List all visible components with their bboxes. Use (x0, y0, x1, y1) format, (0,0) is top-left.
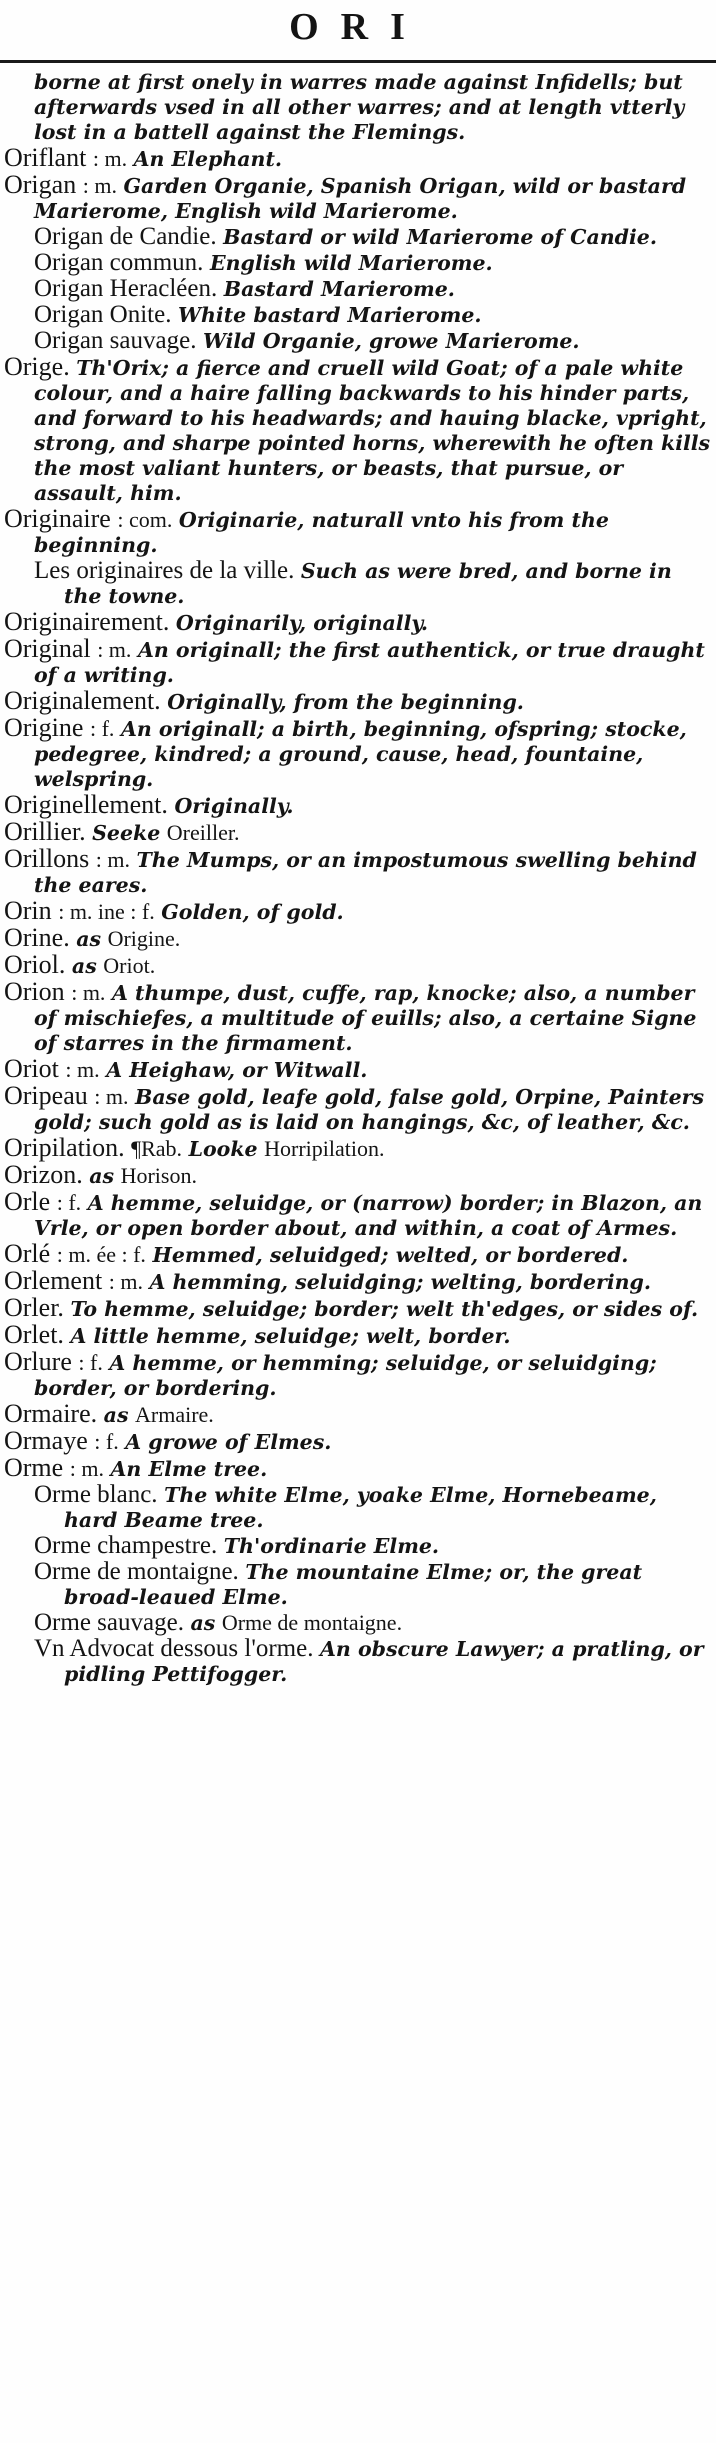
definition: Th'ordinarie Elme. (223, 1534, 440, 1558)
headword: Originairement. (4, 607, 170, 636)
definition: The mountaine Elme; or, the great broad-leaued Elme. (64, 1560, 643, 1609)
grammar-label: : m. ine : f. (58, 899, 155, 924)
sub-entry (4, 250, 712, 276)
cross-reference: Armaire. (135, 1402, 214, 1427)
sub-entry (4, 328, 712, 354)
dictionary-entry (4, 1189, 712, 1241)
definition: Th'Orix; a fierce and cruell wild Goat; of a pale white colour, and a haire falling backwards to his hinder parts, and forward to his headwards; and hauing blacke, vpright, strong, and sharpe pointed horns, wherewith he often kills the most valiant hunters, or beasts, that pursue, or assault, him. (34, 356, 711, 505)
definition: as (103, 1403, 129, 1427)
grammar-label: : f. (78, 1350, 103, 1375)
definition: English wild Marierome. (209, 251, 493, 275)
headword: Origan Onite. (34, 301, 172, 328)
definition: A hemme, or hemming; seluidge, or seluidging; border, or bordering. (34, 1351, 657, 1400)
dictionary-entry (4, 506, 712, 558)
headword: Originaire (4, 504, 111, 533)
headword: Ormaye (4, 1426, 88, 1455)
headword: Originalement. (4, 686, 161, 715)
headword: Orme sauvage. (34, 1609, 184, 1636)
headword: Oripeau (4, 1081, 88, 1110)
grammar-label: : m. (92, 146, 128, 171)
definition: A hemming, seluidging; welting, bordering. (149, 1270, 652, 1294)
headword: Original (4, 634, 91, 663)
grammar-label: : m. (108, 1269, 143, 1294)
dictionary-entry (4, 1428, 712, 1455)
definition: An originall; a birth, beginning, ofspring; stocke, pedegree, kindred; a ground, cause, head, fountaine, welspring. (34, 717, 687, 791)
headword: Les originaires de la ville. (34, 557, 295, 584)
definition: as (190, 1611, 216, 1635)
grammar-label: : com. (117, 507, 173, 532)
headword: Orige. (4, 352, 70, 381)
grammar-label: : f. (89, 716, 115, 741)
header-rule (0, 60, 716, 63)
headword: Oriot (4, 1054, 59, 1083)
definition: Wild Organie, growe Marierome. (202, 329, 580, 353)
headword: Origan commun. (34, 249, 204, 276)
definition: Originarie, naturall vnto his from the beginning. (34, 508, 609, 557)
cross-reference: Origine. (107, 926, 181, 951)
definition: Originarily, originally. (175, 611, 429, 635)
grammar-label: : m. (82, 173, 117, 198)
headword: Origan sauvage. (34, 327, 197, 354)
dictionary-entry (4, 1401, 712, 1428)
dictionary-entry (4, 609, 712, 636)
definition: A thumpe, dust, cuffe, rap, knocke; also, a number of mischiefes, a multitude of euills; also, a certaine Signe of starres in the firmament. (34, 981, 697, 1055)
cross-reference: Horripilation. (264, 1136, 385, 1161)
sub-entry (4, 1559, 712, 1610)
grammar-label: : f. (56, 1190, 82, 1215)
headword: Orizon. (4, 1160, 83, 1189)
grammar-label: : m. ée : f. (56, 1242, 146, 1267)
sub-entry (4, 1533, 712, 1559)
dictionary-entry (4, 1455, 712, 1482)
sub-entry (4, 1482, 712, 1533)
headword: Orme (4, 1453, 64, 1482)
definition: A Heighaw, or Witwall. (106, 1058, 368, 1082)
cross-reference: Oreiller. (166, 820, 240, 845)
definition: as (71, 954, 97, 978)
dictionary-entry (4, 354, 712, 506)
sub-entry (4, 1636, 712, 1687)
headword: Oripilation. (4, 1133, 125, 1162)
cross-reference: Horison. (120, 1163, 197, 1188)
grammar-label: : f. (94, 1429, 119, 1454)
sub-entry (4, 558, 712, 609)
dictionary-entry (4, 1268, 712, 1295)
definition: A little hemme, seluidge; welt, border. (70, 1324, 511, 1348)
cross-reference: Oriot. (103, 953, 156, 978)
headword: Origine (4, 713, 84, 742)
headword: Orlement (4, 1266, 103, 1295)
dictionary-entry (4, 1135, 712, 1162)
definition: Seeke (92, 821, 161, 845)
grammar-label: : m. (69, 1456, 104, 1481)
dictionary-entry (4, 979, 712, 1056)
definition: A hemme, seluidge, or (narrow) border; in Blazon, an Vrle, or open border about, and within, a coat of Armes. (34, 1191, 703, 1240)
definition: An obscure Lawyer; a pratling, or pidling Pettifogger. (64, 1637, 704, 1686)
headword: Vn Advocat dessous l'orme. (34, 1635, 314, 1662)
grammar-label: : m. (94, 1084, 129, 1109)
headword: Origan de Candie. (34, 223, 217, 250)
dictionary-entry (4, 145, 712, 172)
definition: Hemmed, seluidged; welted, or bordered. (152, 1243, 629, 1267)
dictionary-entry (4, 1083, 712, 1135)
dictionary-entry (4, 846, 712, 898)
sub-entry (4, 276, 712, 302)
grammar-label: : m. (71, 980, 106, 1005)
definition: An Elephant. (133, 147, 283, 171)
cross-reference: Orme de montaigne. (221, 1610, 403, 1635)
dictionary-entry (4, 636, 712, 688)
definition: Garden Organie, Spanish Origan, wild or bastard Marierome, English wild Marierome. (34, 174, 687, 223)
definition: White bastard Marierome. (178, 303, 482, 327)
definition: A growe of Elmes. (125, 1430, 332, 1454)
definition: An originall; the first authentick, or true draught of a writing. (34, 638, 705, 687)
headword: Orme blanc. (34, 1481, 158, 1508)
headword: Origan Heracléen. (34, 275, 218, 302)
definition: Originally. (174, 794, 294, 818)
grammar-label: : m. (95, 847, 130, 872)
headword: Origan (4, 170, 77, 199)
headword: Orion (4, 977, 65, 1006)
headword: Orine. (4, 923, 70, 952)
grammar-label: : m. (97, 637, 132, 662)
page-header: ORI (289, 6, 427, 48)
headword: Orme champestre. (34, 1532, 218, 1559)
dictionary-entry (4, 819, 712, 846)
headword: Orler. (4, 1293, 64, 1322)
dictionary-entry (4, 925, 712, 952)
dictionary-entry (4, 688, 712, 715)
dictionary-entry (4, 792, 712, 819)
definition: Looke (188, 1137, 258, 1161)
dictionary-entry (4, 1349, 712, 1401)
headword: Originellement. (4, 790, 168, 819)
headword: Oriol. (4, 950, 66, 979)
definition: Such as were bred, and borne in the towne. (64, 559, 672, 608)
dictionary-entry (4, 952, 712, 979)
headword: Oriflant (4, 143, 87, 172)
continuation-text: borne at first onely in warres made against Infidells; but afterwards vsed in all other warres; and at length vtterly lost in a battell against the Flemings. (34, 70, 685, 144)
definition: Bastard or wild Marierome of Candie. (223, 225, 657, 249)
headword: Orlet. (4, 1320, 64, 1349)
definition: as (76, 927, 102, 951)
headword: Orlé (4, 1239, 51, 1268)
dictionary-entry (4, 172, 712, 224)
definition: The Mumps, or an impostumous swelling behind the eares. (34, 848, 697, 897)
headword: Orin (4, 896, 52, 925)
dictionary-entry (4, 1295, 712, 1322)
sub-entry (4, 224, 712, 250)
definition: as (89, 1164, 115, 1188)
definition: To hemme, seluidge; border; welt th'edges, or sides of. (70, 1297, 699, 1321)
headword: Orme de montaigne. (34, 1558, 239, 1585)
headword: Orillier. (4, 817, 86, 846)
dictionary-entry (4, 1056, 712, 1083)
dictionary-entry (4, 1241, 712, 1268)
grammar-label: : m. (65, 1057, 100, 1082)
definition: Originally, from the beginning. (167, 690, 524, 714)
dictionary-entry (4, 898, 712, 925)
headword: Orlure (4, 1347, 72, 1376)
headword: Orillons (4, 844, 90, 873)
grammar-label: ¶Rab. (131, 1136, 183, 1161)
dictionary-entry (4, 715, 712, 792)
definition: An Elme tree. (110, 1457, 268, 1481)
headword: Orle (4, 1187, 51, 1216)
dictionary-entry (4, 1322, 712, 1349)
sub-entry (4, 1610, 712, 1636)
headword: Ormaire. (4, 1399, 98, 1428)
definition: Bastard Marierome. (223, 277, 455, 301)
dictionary-entry (4, 1162, 712, 1189)
sub-entry (4, 302, 712, 328)
definition: Base gold, leafe gold, false gold, Orpine, Painters gold; such gold as is laid on hangings, &c, of leather, &c. (34, 1085, 705, 1134)
definition: Golden, of gold. (161, 900, 344, 924)
dictionary-column (4, 70, 712, 1687)
definition: The white Elme, yoake Elme, Hornebeame, hard Beame tree. (64, 1483, 657, 1532)
